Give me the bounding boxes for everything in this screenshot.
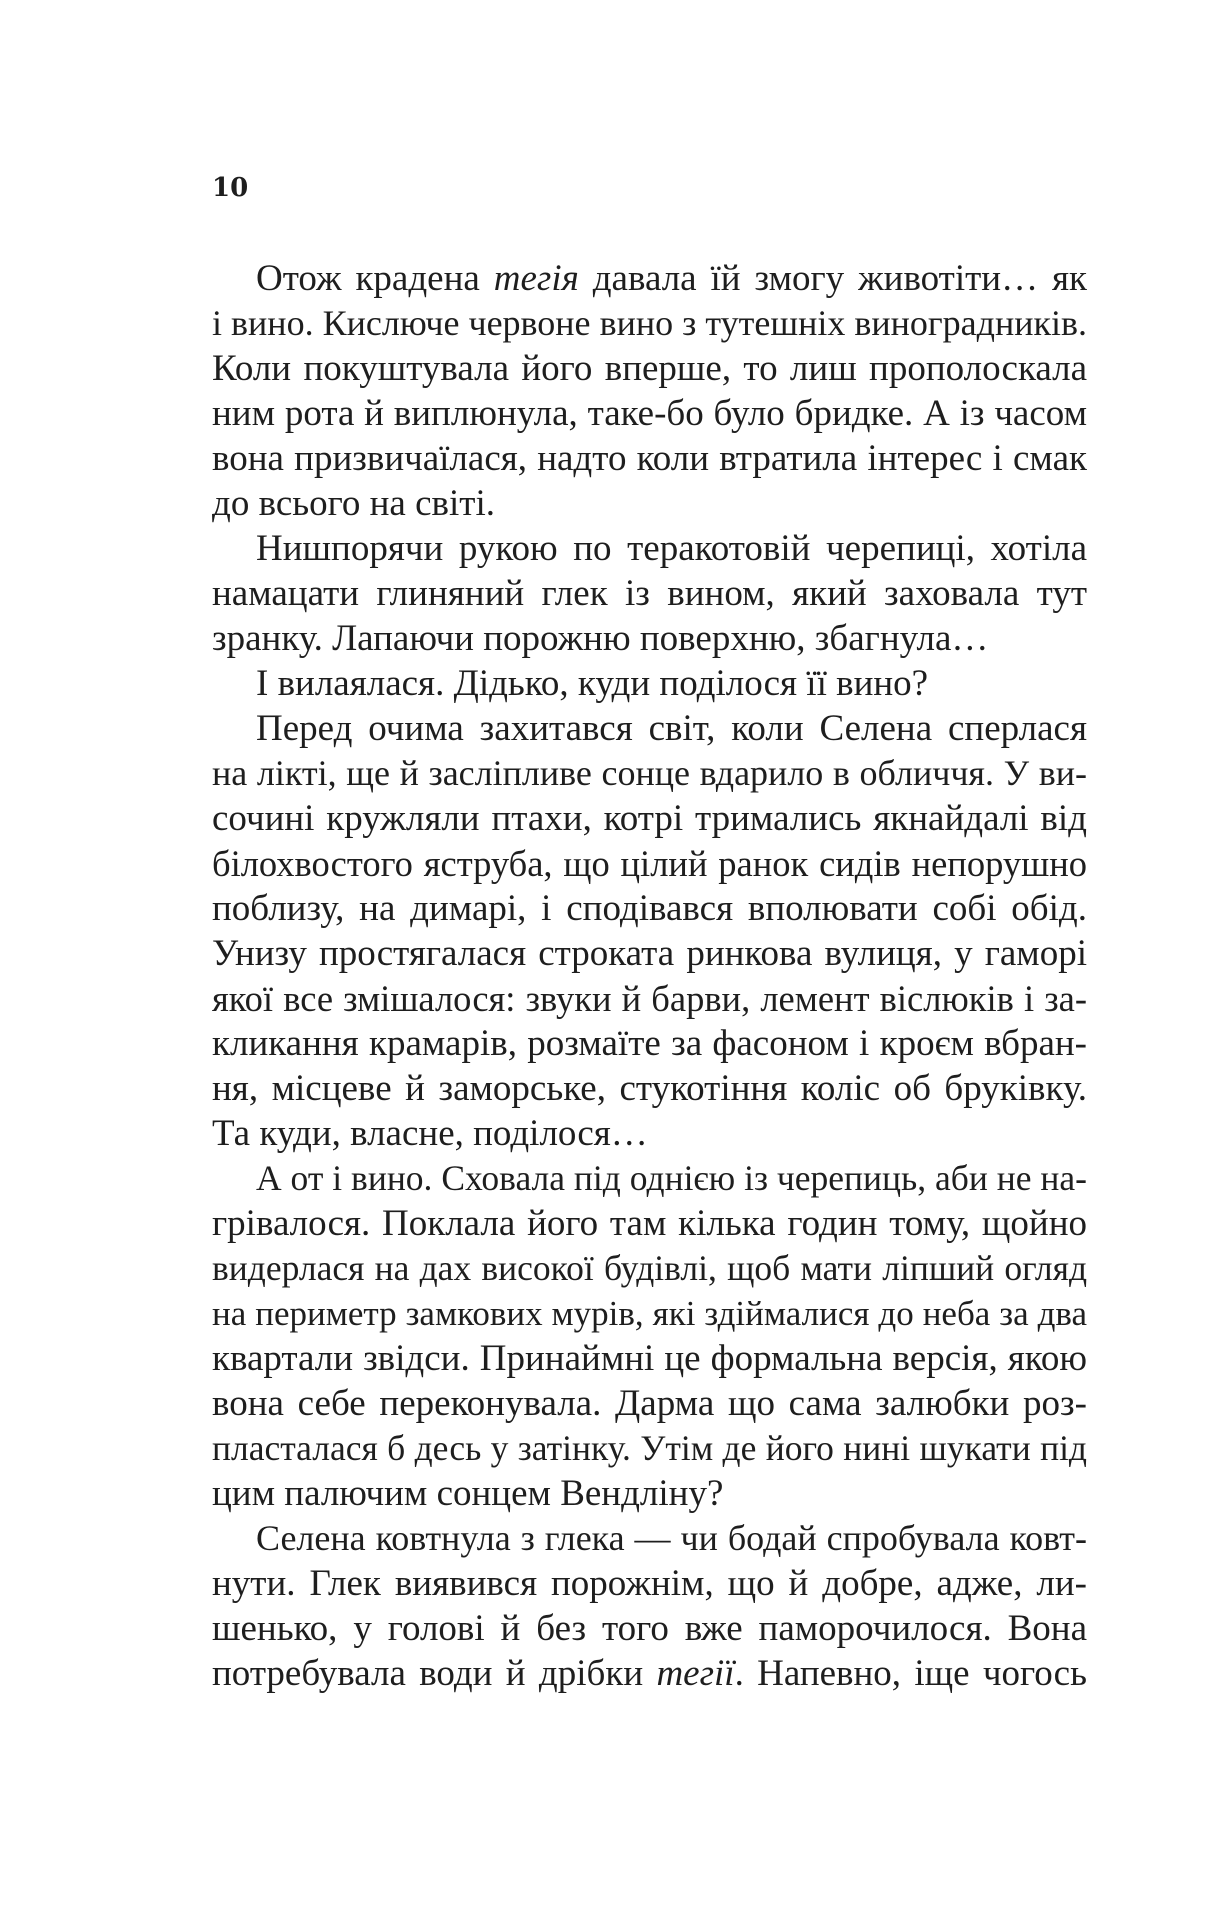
text-segment: Унизу простягалася строката ринкова вулиця, у гаморі <box>212 933 1087 974</box>
text-segment: нути. Глек виявився порожнім, що й добре, адже, ли- <box>212 1563 1087 1604</box>
text-line <box>212 661 1087 706</box>
text-line <box>212 1156 1087 1201</box>
text-line <box>212 1201 1087 1246</box>
text-line <box>212 301 1087 346</box>
text-segment: І вилаялася. Дідько, куди поділося її вино? <box>256 663 929 704</box>
text-line <box>212 1606 1087 1651</box>
text-line <box>212 1516 1087 1561</box>
text-segment: пласталася б десь у затінку. Утім де його нині шукати під <box>212 1428 1087 1468</box>
text-line <box>212 571 1087 616</box>
text-line <box>212 1336 1087 1381</box>
text-segment: білохвостого яструба, що цілий ранок сидів непорушно <box>212 843 1087 884</box>
text-line <box>212 391 1087 436</box>
text-segment: вона призвичаїлася, надто коли втратила інтерес і смак <box>212 438 1087 479</box>
text-segment: видерлася на дах високої будівлі, щоб мати ліпший огляд <box>212 1248 1087 1288</box>
text-segment: до всього на світі. <box>212 483 495 524</box>
text-line <box>212 886 1087 931</box>
text-segment: давала їй змогу животіти… як <box>578 258 1088 299</box>
text-line <box>212 481 1087 526</box>
text-line <box>212 1066 1087 1111</box>
text-line <box>212 526 1087 571</box>
text-segment: намацати глиняний глек із вином, який заховала тут <box>212 573 1087 614</box>
text-segment: шенько, у голові й без того вже паморочилося. Вона <box>212 1608 1087 1649</box>
text-line <box>212 1561 1087 1606</box>
text-line <box>212 256 1087 301</box>
text-line <box>212 1291 1087 1336</box>
text-line <box>212 931 1087 976</box>
text-segment: і вино. Кислюче червоне вино з тутешніх виноградників. <box>212 303 1087 343</box>
text-line <box>212 1426 1087 1471</box>
text-segment: на периметр замкових мурів, які здіймалися до неба за два <box>212 1294 1087 1333</box>
text-line <box>212 976 1087 1021</box>
text-line <box>212 1111 1087 1156</box>
text-segment: зранку. Лапаючи порожню поверхню, збагнула… <box>212 618 989 659</box>
page-number: 10 <box>212 173 249 203</box>
text-segment: сочині кружляли птахи, котрі тримались якнайдалі від <box>212 798 1087 839</box>
text-segment: якої все змішалося: звуки й барви, лемент віслюків і за- <box>212 978 1087 1019</box>
text-line <box>212 1651 1087 1696</box>
text-segment: Перед очима захитався світ, коли Селена сперлася <box>256 708 1087 749</box>
text-line <box>212 1471 1087 1516</box>
text-line <box>212 346 1087 391</box>
text-line <box>212 616 1087 661</box>
text-line <box>212 1381 1087 1426</box>
text-segment: . Напевно, іще чогось <box>734 1653 1087 1694</box>
text-segment: квартали звідси. Принаймні це формальна версія, якою <box>212 1338 1087 1379</box>
text-line <box>212 1021 1087 1066</box>
text-segment: Та куди, власне, поділося… <box>212 1113 648 1154</box>
text-line <box>212 796 1087 841</box>
text-segment: потребувала води й дрібки <box>212 1653 657 1694</box>
text-segment: кликання крамарів, розмаїте за фасоном і кроєм вбран- <box>212 1023 1087 1064</box>
text-line <box>212 1246 1087 1291</box>
text-segment: вона себе переконувала. Дарма що сама залюбки роз- <box>212 1383 1087 1424</box>
text-segment: на лікті, ще й засліпливе сонце вдарило в обличчя. У ви- <box>212 753 1087 793</box>
text-segment: Коли покуштувала його вперше, то лиш прополоскала <box>212 348 1087 389</box>
text-segment: Нишпорячи рукою по теракотовій черепиці, хотіла <box>256 528 1087 569</box>
text-segment: А от і вино. Сховала під однією із черепиць, аби не на- <box>256 1158 1087 1198</box>
text-segment: цим палючим сонцем Вендліну? <box>212 1473 724 1514</box>
italic-term: тегія <box>493 258 579 299</box>
text-line <box>212 706 1087 751</box>
text-segment: поблизу, на димарі, і сподівався вполювати собі обід. <box>212 888 1087 929</box>
text-segment: Селена ковтнула з глека — чи бодай спробувала ковт- <box>256 1518 1087 1558</box>
text-line <box>212 436 1087 481</box>
text-line <box>212 751 1087 796</box>
text-segment: ня, місцеве й заморське, стукотіння коліс об бруківку. <box>212 1068 1087 1109</box>
text-segment: грівалося. Поклала його там кілька годин тому, щойно <box>212 1203 1087 1244</box>
text-segment: Отож крадена <box>256 258 494 299</box>
body-text <box>212 256 1087 1696</box>
text-segment: ним рота й виплюнула, таке-бо було бридке. А із часом <box>212 393 1087 434</box>
italic-term: тегії <box>656 1653 735 1694</box>
text-line <box>212 841 1087 886</box>
